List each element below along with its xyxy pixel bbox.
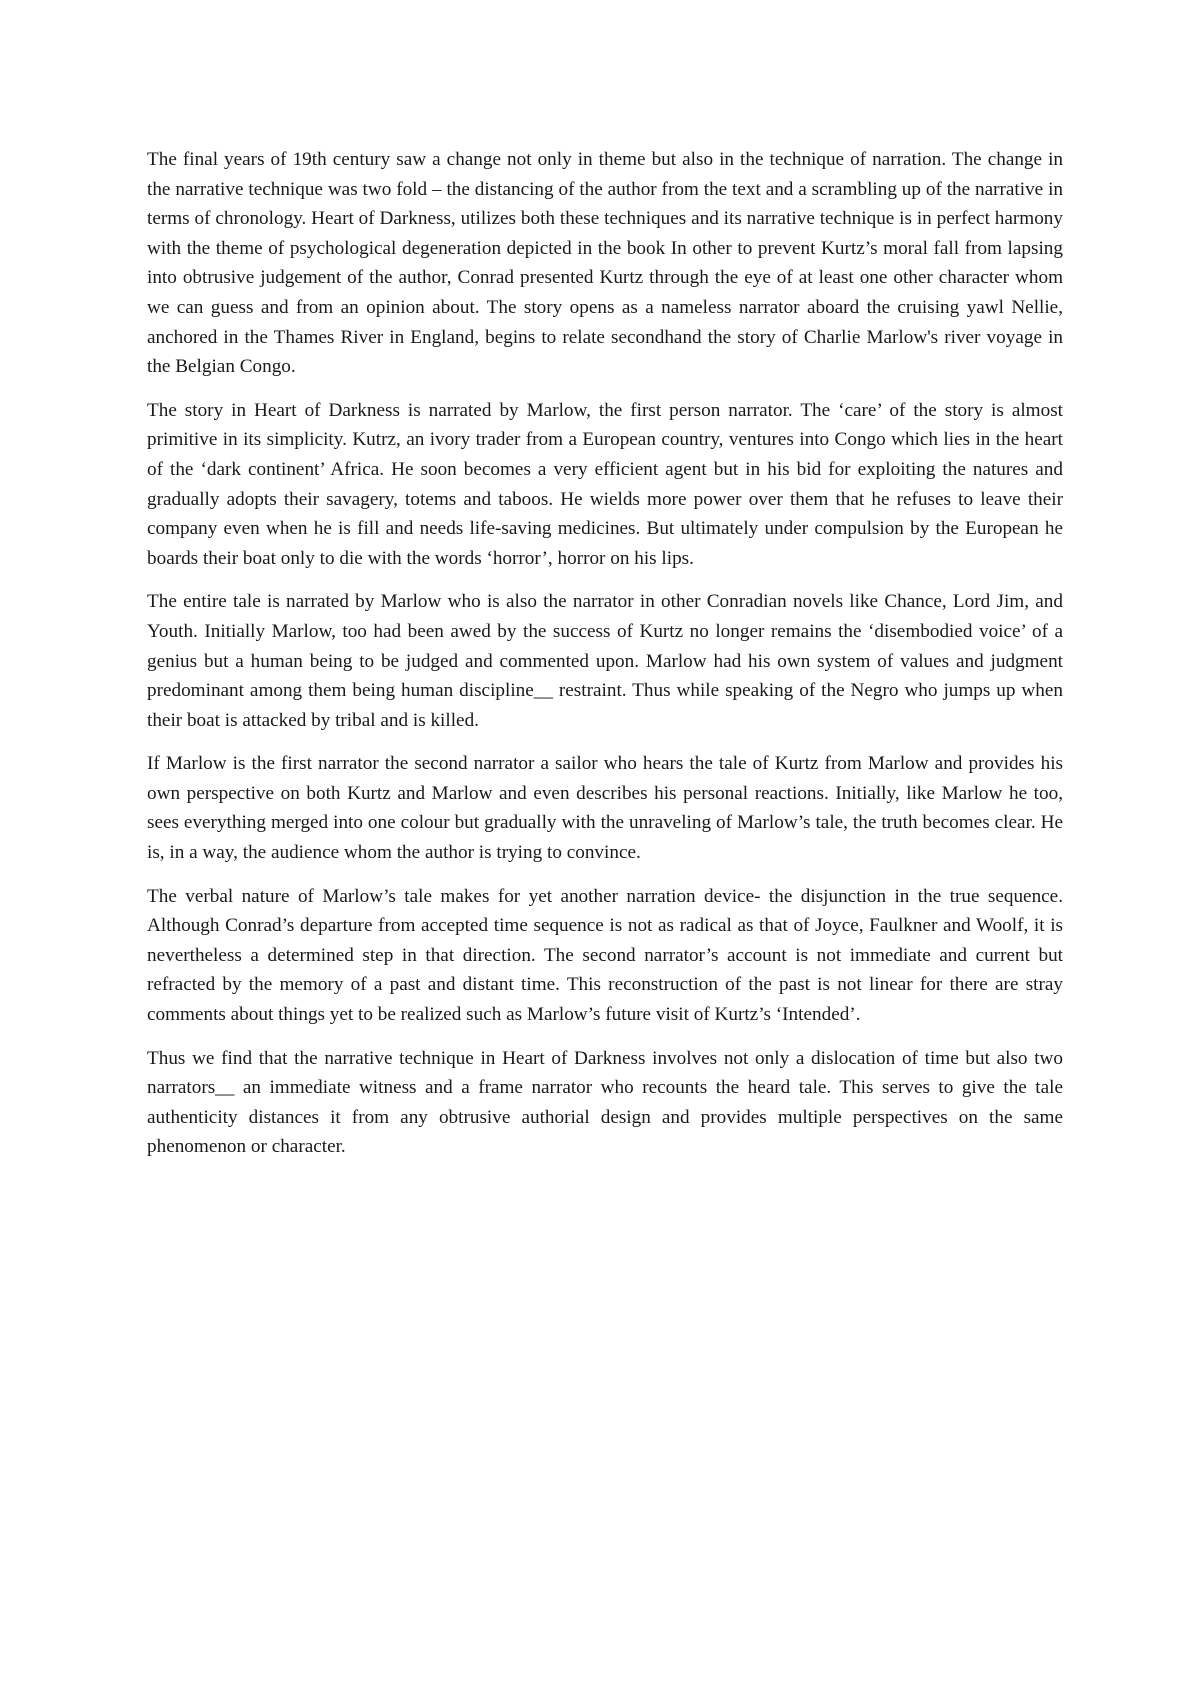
paragraph-6: Thus we find that the narrative technique in Heart of Darkness involves not only a dislocation of time but also two narrators__ an immediate witness and a frame narrator who recounts the heard tale. This serves to give the tale authenticity distances it from any obtrusive authorial design and provides multiple perspectives on the same phenomenon or character. xyxy=(147,1047,1063,1158)
paragraph-5: The verbal nature of Marlow’s tale makes for yet another narration device- the disjunction in the true sequence. Although Conrad’s departure from accepted time sequence is not as radical as that of Joyce, Faulkner and Woolf, it is nevertheless a determined step in that direction. The second narrator’s account is not immediate and current but refracted by the memory of a past and distant time. This reconstruction of the past is not linear for there are stray comments about things yet to be realized such as Marlow’s future visit of Kurtz’s ‘Intended’. xyxy=(147,885,1063,1026)
paragraph-1: The final years of 19th century saw a change not only in theme but also in the technique of narration. The change in the narrative technique was two fold – the distancing of the author from the text and a scrambling up of the narrative in terms of chronology. Heart of Darkness, utilizes both these techniques and its narrative technique is in perfect harmony with the theme of psychological degeneration depicted in the book In other to prevent Kurtz’s moral fall from lapsing into obtrusive judgement of the author, Conrad presented Kurtz through the eye of at least one other character whom we can guess and from an opinion about. The story opens as a nameless narrator aboard the cruising yawl Nellie, anchored in the Thames River in England, begins to relate secondhand the story of Charlie Marlow's river voyage in the Belgian Congo. xyxy=(147,149,1063,378)
paragraph-2: The story in Heart of Darkness is narrated by Marlow, the first person narrator. The ‘care’ of the story is almost primitive in its simplicity. Kutrz, an ivory trader from a European country, ventures into Congo which lies in the heart of the ‘dark continent’ Africa. He soon becomes a very efficient agent but in his bid for exploiting the natures and gradually adopts their savagery, totems and taboos. He wields more power over them that he refuses to leave their company even when he is fill and needs life-saving medicines. But ultimately under compulsion by the European he boards their boat only to die with the words ‘horror’, horror on his lips. xyxy=(147,399,1063,569)
paragraph-3: The entire tale is narrated by Marlow who is also the narrator in other Conradian novels like Chance, Lord Jim, and Youth. Initially Marlow, too had been awed by the success of Kurtz no longer remains the ‘disembodied voice’ of a genius but a human being to be judged and commented upon. Marlow had his own system of values and judgment predominant among them being human discipline__ restraint. Thus while speaking of the Negro who jumps up when their boat is attacked by tribal and is killed. xyxy=(147,591,1063,731)
document-body xyxy=(147,145,1063,1176)
paragraph-4: If Marlow is the first narrator the second narrator a sailor who hears the tale of Kurtz from Marlow and provides his own perspective on both Kurtz and Marlow and even describes his personal reactions. Initially, like Marlow he too, sees everything merged into one colour but gradually with the unraveling of Marlow’s tale, the truth becomes clear. He is, in a way, the audience whom the author is trying to convince. xyxy=(147,753,1063,864)
